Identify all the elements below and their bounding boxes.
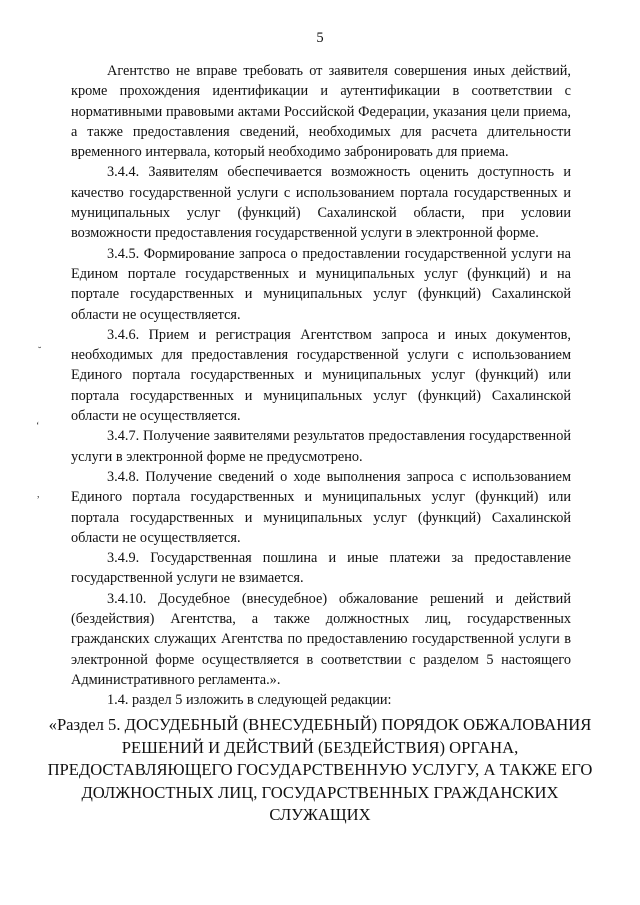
section-heading: «Раздел 5. ДОСУДЕБНЫЙ (ВНЕСУДЕБНЫЙ) ПОРЯДОК ОБЖАЛОВАНИЯ РЕШЕНИЙ И ДЕЙСТВИЙ (БЕЗДЕЙСТВИЯ) ОРГАНА, ПРЕДОСТАВЛЯЮЩЕГО ГОСУДАРСТВЕННУЮ УСЛУГУ, А ТАКЖЕ ЕГО ДОЛЖНОСТНЫХ ЛИЦ, ГОСУДАРСТВЕННЫХ ГРАЖДАНСКИХ СЛУЖАЩИХ <box>47 715 593 825</box>
paragraph: 3.4.7. Получение заявителями результатов предоставления государственной услуги в электронной форме не предусмотрено. <box>71 428 571 465</box>
page-number: 5 <box>316 30 324 46</box>
paragraph: 3.4.6. Прием и регистрация Агентством запроса и иных документов, необходимых для предоставления государственной услуги с использованием Единого портала государственных и муниципальных услуг (функций) или портала государственных и муниципальных услуг (функций) Сахалинской области не осуществляется. <box>71 326 571 425</box>
scan-speck: ˘ <box>38 346 42 357</box>
paragraph: 3.4.5. Формирование запроса о предоставлении государственной услуги на Едином портале государственных и муниципальных услуг (функций) и на портале государственных и муниципальных услуг (функций) Сахалинской области не осуществляется. <box>71 245 571 323</box>
paragraph: 3.4.9. Государственная пошлина и иные платежи за предоставление государственной услуги не взимается. <box>71 550 571 587</box>
paragraph: Агентство не вправе требовать от заявителя совершения иных действий, кроме прохождения идентификации и аутентификации в соответствии с нормативными правовыми актами Российской Федерации, указания цели приема, а также предоставления сведений, необходимых для расчета длительности временного интервала, который необходимо забронировать для приема. <box>71 63 571 161</box>
scan-speck: ‘ <box>36 421 40 432</box>
document-body <box>71 61 571 711</box>
scan-speck: , <box>37 489 40 500</box>
paragraph: 3.4.10. Досудебное (внесудебное) обжалование решений и действий (бездействия) Агентства, а также должностных лиц, государственных гражданских служащих Агентства по предоставлению государственной услуги в электронной форме осуществляется в соответствии с разделом 5 настоящего Административного регламента.». <box>71 590 571 688</box>
paragraph: 1.4. раздел 5 изложить в следующей редакции: <box>107 692 392 709</box>
paragraph: 3.4.8. Получение сведений о ходе выполнения запроса с использованием Единого портала государственных и муниципальных услуг (функций) или портала государственных и муниципальных услуг (функций) Сахалинской области не осуществляется. <box>71 468 571 546</box>
paragraph: 3.4.4. Заявителям обеспечивается возможность оценить доступность и качество государственной услуги с использованием портала государственных и муниципальных услуг (функций) Сахалинской области, при условии возможности предоставления государственной услуги в электронной форме. <box>71 164 571 242</box>
